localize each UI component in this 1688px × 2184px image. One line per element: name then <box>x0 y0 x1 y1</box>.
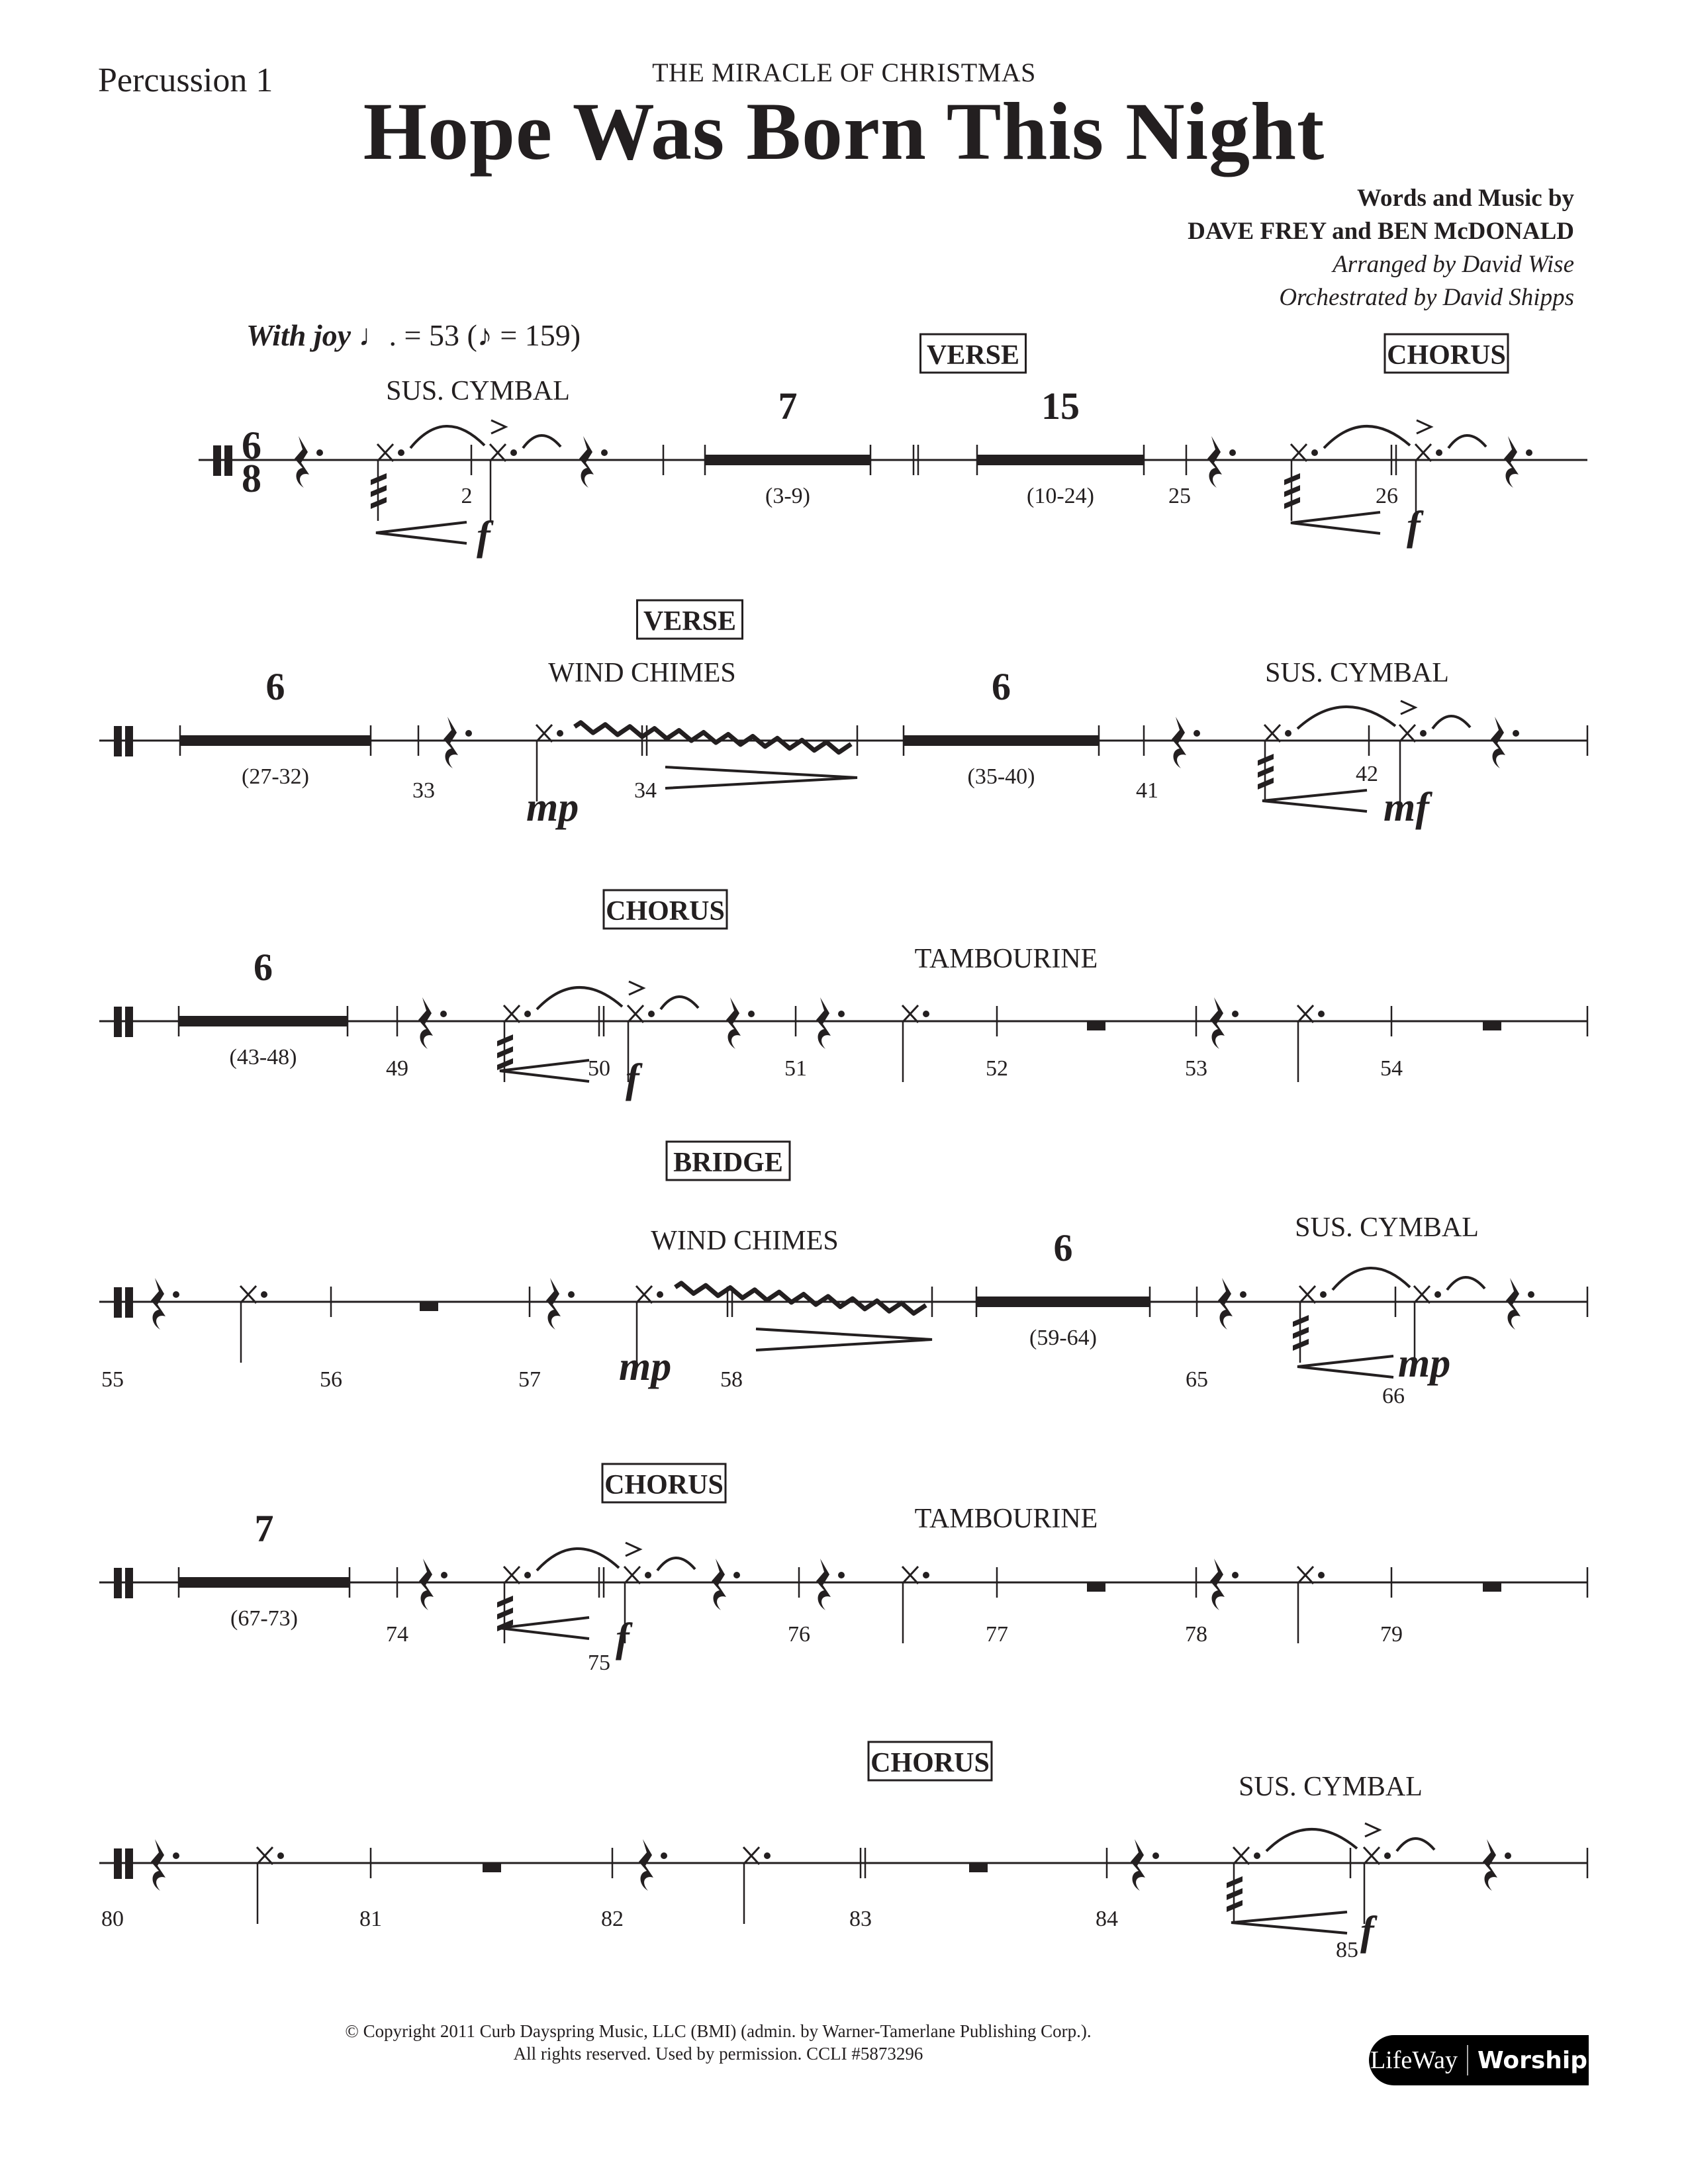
augmentation-dot <box>733 1572 740 1578</box>
dynamic-marking: mp <box>1398 1341 1451 1386</box>
multirest-count: 6 <box>265 665 285 708</box>
multirest-range: (43-48) <box>229 1045 297 1069</box>
augmentation-dot <box>1526 449 1532 456</box>
measure-number: 25 <box>1168 484 1191 508</box>
roll-wavy-line-icon <box>675 1283 926 1314</box>
augmentation-dot <box>1285 730 1291 737</box>
logo-worship: Worship <box>1477 2046 1588 2074</box>
rehearsal-mark-label: VERSE <box>926 340 1020 371</box>
augmentation-dot <box>1318 1572 1325 1578</box>
augmentation-dot <box>1434 1291 1441 1298</box>
measure-number: 81 <box>359 1907 382 1931</box>
augmentation-dot <box>465 730 472 737</box>
augmentation-dot <box>748 1011 755 1017</box>
dotted-quarter-rest-icon <box>579 436 594 488</box>
accent-icon <box>1401 701 1415 714</box>
dotted-quarter-rest-icon <box>1491 717 1505 768</box>
words-music-label: Words and Music by <box>1357 185 1574 212</box>
multimeasure-rest <box>179 1016 348 1026</box>
measure-number: 74 <box>386 1622 408 1647</box>
augmentation-dot <box>441 1572 447 1578</box>
measure-number: 82 <box>601 1907 624 1931</box>
multirest-range: (27-32) <box>242 764 309 789</box>
tempo-text: With joy <box>246 318 352 352</box>
rehearsal-mark-label: BRIDGE <box>673 1148 783 1178</box>
augmentation-dot <box>1384 1852 1391 1859</box>
multimeasure-rest <box>179 1577 350 1588</box>
measure-number: 50 <box>588 1056 610 1081</box>
augmentation-dot <box>261 1291 267 1298</box>
tie-icon <box>410 426 485 448</box>
multimeasure-rest <box>904 735 1099 746</box>
accent-icon <box>1365 1823 1380 1837</box>
percussion-clef-icon <box>125 726 133 756</box>
augmentation-dot <box>1311 449 1318 456</box>
augmentation-dot <box>398 449 404 456</box>
augmentation-dot <box>923 1572 929 1578</box>
rehearsal-mark-label: VERSE <box>643 606 737 637</box>
augmentation-dot <box>524 1011 531 1017</box>
augmentation-dot <box>510 449 517 456</box>
augmentation-dot <box>1232 1011 1239 1017</box>
measure-number: 56 <box>320 1367 342 1392</box>
staff-system <box>99 1742 1587 1962</box>
multirest-range: (59-64) <box>1029 1326 1097 1350</box>
tempo-value: ♩. = 53 <box>358 318 459 352</box>
staff-system <box>99 890 1587 1101</box>
measure-number: 79 <box>1380 1622 1403 1647</box>
augmentation-dot <box>1254 1852 1260 1859</box>
measure-number: 54 <box>1380 1056 1403 1081</box>
logo-divider <box>1467 2045 1468 2075</box>
laissez-vibrer-tie-icon <box>1448 435 1486 448</box>
augmentation-dot <box>1232 1572 1239 1578</box>
composers: DAVE FREY and BEN McDONALD <box>1188 218 1574 245</box>
whole-measure-rest-icon <box>420 1302 438 1311</box>
augmentation-dot <box>1528 1291 1534 1298</box>
measure-number: 55 <box>101 1367 124 1392</box>
measure-number: 33 <box>412 778 435 803</box>
multirest-count: 6 <box>254 946 273 989</box>
accent-icon <box>1417 420 1431 433</box>
multirest-range: (3-9) <box>765 484 810 508</box>
instrument-label: SUS. CYMBAL <box>1239 1772 1423 1802</box>
staff-system <box>99 1142 1587 1408</box>
instrument-label: SUS. CYMBAL <box>386 376 570 406</box>
augmentation-dot <box>838 1011 845 1017</box>
crescendo-hairpin-icon <box>1291 512 1380 533</box>
accent-icon <box>491 420 506 433</box>
tie-icon <box>537 987 622 1009</box>
measure-number: 53 <box>1185 1056 1207 1081</box>
orchestrator-credit: Orchestrated by David Shipps <box>1279 284 1574 311</box>
dotted-quarter-rest-icon <box>1210 997 1225 1049</box>
multimeasure-rest <box>977 455 1144 465</box>
percussion-clef-icon <box>114 1007 122 1037</box>
multimeasure-rest <box>705 455 870 465</box>
multirest-range: (67-73) <box>230 1606 298 1631</box>
dotted-quarter-rest-icon <box>639 1839 653 1891</box>
multirest-count: 6 <box>1053 1226 1073 1269</box>
augmentation-dot <box>1436 449 1442 456</box>
multirest-range: (10-24) <box>1027 484 1094 508</box>
whole-measure-rest-icon <box>1087 1021 1105 1030</box>
crescendo-hairpin-icon <box>1262 790 1367 811</box>
measure-number: 58 <box>720 1367 743 1392</box>
laissez-vibrer-tie-icon <box>661 997 698 1009</box>
percussion-clef-icon <box>213 445 221 476</box>
decrescendo-hairpin-icon <box>665 767 857 788</box>
augmentation-dot <box>838 1572 845 1578</box>
tempo-alt-value: (♪ = 159) <box>467 318 581 352</box>
measure-number: 57 <box>518 1367 541 1392</box>
multirest-count: 6 <box>992 665 1011 708</box>
percussion-clef-icon <box>125 1007 133 1037</box>
dynamic-marking: f <box>1360 1909 1374 1954</box>
augmentation-dot <box>1505 1852 1511 1859</box>
logo-lifeway: LifeWay <box>1370 2046 1458 2074</box>
part-name: Percussion 1 <box>98 62 273 99</box>
tie-icon <box>1266 1829 1357 1851</box>
accent-icon <box>626 1543 640 1556</box>
decrescendo-hairpin-icon <box>756 1329 932 1350</box>
instrument-label: TAMBOURINE <box>914 1504 1098 1534</box>
rehearsal-mark-label: CHORUS <box>870 1748 990 1778</box>
instrument-label: SUS. CYMBAL <box>1265 658 1449 688</box>
staff-system <box>99 600 1587 830</box>
instrument-label: WIND CHIMES <box>548 658 736 688</box>
measure-number: 66 <box>1382 1384 1405 1408</box>
tie-icon <box>1324 426 1410 448</box>
measure-number: 77 <box>986 1622 1008 1647</box>
multirest-count: 7 <box>254 1507 274 1550</box>
dynamic-marking: f <box>616 1615 630 1661</box>
dotted-quarter-rest-icon <box>546 1278 561 1330</box>
dotted-quarter-rest-icon <box>1218 1278 1233 1330</box>
laissez-vibrer-tie-icon <box>523 435 561 448</box>
dotted-quarter-rest-icon <box>1504 436 1519 488</box>
tie-icon <box>537 1549 619 1570</box>
crescendo-hairpin-icon <box>376 522 467 543</box>
augmentation-dot <box>316 449 323 456</box>
publisher-logo <box>1369 2035 1589 2085</box>
measure-number: 41 <box>1136 778 1158 803</box>
tie-icon <box>1333 1268 1410 1290</box>
augmentation-dot <box>440 1011 447 1017</box>
dynamic-marking: f <box>626 1056 639 1101</box>
instrument-label: WIND CHIMES <box>651 1226 839 1256</box>
whole-measure-rest-icon <box>483 1863 501 1872</box>
measure-number: 75 <box>588 1651 610 1675</box>
dotted-quarter-rest-icon <box>1172 717 1186 768</box>
song-title: Hope Was Born This Night <box>363 86 1325 177</box>
dotted-quarter-rest-icon <box>1210 1559 1225 1610</box>
percussion-clef-icon <box>114 1848 122 1879</box>
augmentation-dot <box>173 1852 179 1859</box>
augmentation-dot <box>277 1852 284 1859</box>
percussion-clef-icon <box>125 1568 133 1598</box>
crescendo-hairpin-icon <box>500 1617 589 1639</box>
whole-measure-rest-icon <box>1483 1582 1501 1592</box>
measure-number: 2 <box>461 484 473 508</box>
rehearsal-mark-label: CHORUS <box>606 896 725 927</box>
dynamic-marking: f <box>1407 504 1421 549</box>
dotted-quarter-rest-icon <box>151 1278 165 1330</box>
crescendo-hairpin-icon <box>500 1060 589 1081</box>
dotted-quarter-rest-icon <box>295 436 309 488</box>
measure-number: 80 <box>101 1907 124 1931</box>
staff-system <box>199 334 1587 559</box>
dotted-quarter-rest-icon <box>1506 1278 1521 1330</box>
augmentation-dot <box>1318 1011 1325 1017</box>
measure-number: 65 <box>1186 1367 1208 1392</box>
augmentation-dot <box>1229 449 1236 456</box>
time-signature-bottom: 8 <box>242 457 261 500</box>
percussion-clef-icon <box>125 1287 133 1318</box>
arranger-credit: Arranged by David Wise <box>1333 251 1574 278</box>
dotted-quarter-rest-icon <box>444 717 458 768</box>
roll-wavy-line-icon <box>575 723 851 752</box>
dynamic-marking: mp <box>526 785 579 830</box>
dotted-quarter-rest-icon <box>1131 1839 1145 1891</box>
dotted-quarter-rest-icon <box>726 997 741 1049</box>
measure-number: 52 <box>986 1056 1008 1081</box>
measure-number: 76 <box>788 1622 810 1647</box>
measure-number: 78 <box>1185 1622 1207 1647</box>
augmentation-dot <box>1420 730 1427 737</box>
tie-icon <box>1297 707 1395 729</box>
rehearsal-mark-label: CHORUS <box>604 1470 724 1500</box>
laissez-vibrer-tie-icon <box>1447 1277 1485 1290</box>
augmentation-dot <box>764 1852 771 1859</box>
measure-number: 49 <box>386 1056 408 1081</box>
measure-number: 34 <box>634 778 657 803</box>
accent-icon <box>629 981 643 995</box>
copyright-line-2: All rights reserved. Used by permission. CCLI #5873296 <box>513 2044 923 2064</box>
percussion-clef-icon <box>114 1568 122 1598</box>
dotted-quarter-rest-icon <box>816 1559 831 1610</box>
augmentation-dot <box>568 1291 575 1298</box>
multirest-count: 7 <box>778 385 798 428</box>
laissez-vibrer-tie-icon <box>1432 716 1470 729</box>
measure-number: 42 <box>1356 762 1378 786</box>
copyright-notice <box>0 2020 1324 2065</box>
augmentation-dot <box>661 1852 667 1859</box>
dotted-quarter-rest-icon <box>419 1559 434 1610</box>
augmentation-dot <box>923 1011 929 1017</box>
dotted-quarter-rest-icon <box>151 1839 165 1891</box>
copyright-line-1: © Copyright 2011 Curb Dayspring Music, LLC (BMI) (admin. by Warner-Tamerlane Publishing Corp.). <box>345 2021 1092 2041</box>
dotted-quarter-rest-icon <box>816 997 831 1049</box>
instrument-label: SUS. CYMBAL <box>1295 1212 1479 1243</box>
percussion-clef-icon <box>224 445 232 476</box>
laissez-vibrer-tie-icon <box>1397 1839 1434 1851</box>
rehearsal-mark-label: CHORUS <box>1387 340 1506 371</box>
augmentation-dot <box>645 1572 651 1578</box>
augmentation-dot <box>1240 1291 1246 1298</box>
collection-title: THE MIRACLE OF CHRISTMAS <box>652 58 1036 87</box>
multirest-count: 15 <box>1041 385 1080 428</box>
percussion-clef-icon <box>114 726 122 756</box>
whole-measure-rest-icon <box>1483 1021 1501 1030</box>
dotted-quarter-rest-icon <box>1207 436 1222 488</box>
augmentation-dot <box>1513 730 1519 737</box>
dynamic-marking: mf <box>1383 785 1429 830</box>
measure-number: 84 <box>1096 1907 1118 1931</box>
dynamic-marking: f <box>477 514 491 559</box>
percussion-clef-icon <box>114 1287 122 1318</box>
whole-measure-rest-icon <box>1087 1582 1105 1592</box>
augmentation-dot <box>601 449 608 456</box>
measure-number: 85 <box>1336 1938 1358 1962</box>
whole-measure-rest-icon <box>969 1863 988 1872</box>
laissez-vibrer-tie-icon <box>657 1558 695 1570</box>
augmentation-dot <box>524 1572 531 1578</box>
augmentation-dot <box>1320 1291 1327 1298</box>
measure-number: 26 <box>1376 484 1398 508</box>
time-signature-top: 6 <box>242 424 261 467</box>
augmentation-dot <box>1194 730 1200 737</box>
augmentation-dot <box>557 730 563 737</box>
crescendo-hairpin-icon <box>1231 1912 1347 1933</box>
multirest-range: (35-40) <box>967 764 1035 789</box>
augmentation-dot <box>173 1291 179 1298</box>
measure-number: 51 <box>784 1056 807 1081</box>
augmentation-dot <box>648 1011 655 1017</box>
multimeasure-rest <box>180 735 371 746</box>
percussion-clef-icon <box>125 1848 133 1879</box>
dotted-quarter-rest-icon <box>1483 1839 1497 1891</box>
dynamic-marking: mp <box>619 1344 672 1389</box>
measure-number: 83 <box>849 1907 872 1931</box>
instrument-label: TAMBOURINE <box>914 944 1098 974</box>
staff-system <box>99 1464 1587 1675</box>
multimeasure-rest <box>976 1297 1150 1307</box>
dotted-quarter-rest-icon <box>418 997 433 1049</box>
augmentation-dot <box>657 1291 663 1298</box>
dotted-quarter-rest-icon <box>712 1559 726 1610</box>
augmentation-dot <box>1152 1852 1159 1859</box>
crescendo-hairpin-icon <box>1297 1356 1393 1377</box>
